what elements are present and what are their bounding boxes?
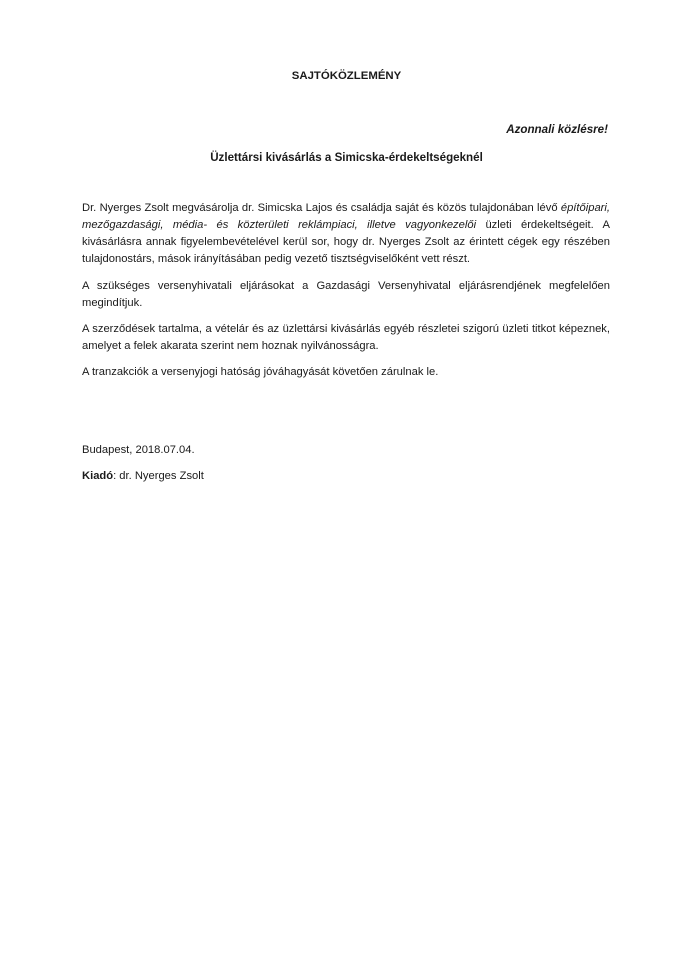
paragraph-1-sectors: építőipari, mezőgazdasági, média- és közterületi reklámpiaci, illetve vagyonkezelői	[82, 202, 610, 231]
subject-line: Üzlettársi kivásárlás a Simicska-érdekeltségeknél	[210, 151, 483, 164]
paragraph-4: A tranzakciók a versenyjogi hatóság jóváhagyását követően zárulnak le.	[82, 366, 439, 378]
publisher-name: dr. Nyerges Zsolt	[116, 470, 204, 482]
release-note: Azonnali közlésre!	[506, 123, 608, 136]
footer	[82, 442, 204, 494]
publisher-label: Kiadó	[82, 470, 114, 482]
publisher-separator: :	[113, 470, 117, 482]
place-date: Budapest, 2018.07.04.	[82, 444, 195, 456]
document-heading: SAJTÓKÖZLEMÉNY	[291, 70, 402, 82]
paragraph-1-part-a: Dr. Nyerges Zsolt megvásárolja dr. Simicska Lajos és családja saját és közös tulajdonában lévő	[82, 202, 561, 214]
body-text	[82, 200, 610, 390]
publisher-line	[82, 468, 204, 485]
paragraph-1-part-b: üzleti érdekeltségeit. A kivásárlásra annak figyelembevételével kerül sor, hogy dr. Nyerges Zsolt az érintett cégek egy részében tulajdonostárs, mások irányításában pedig vezető tisztségviselőként vett részt.	[82, 219, 610, 265]
paragraph-1	[82, 200, 610, 268]
paragraph-2: A szükséges versenyhivatali eljárásokat a Gazdasági Versenyhivatal eljárásrendjének megfelelően megindítjuk.	[82, 280, 610, 309]
paragraph-3: A szerződések tartalma, a vételár és az üzlettársi kivásárlás egyéb részletei szigorú üzleti titkot képeznek, amelyet a felek akarata szerint nem hoznak nyilvánosságra.	[82, 323, 610, 352]
